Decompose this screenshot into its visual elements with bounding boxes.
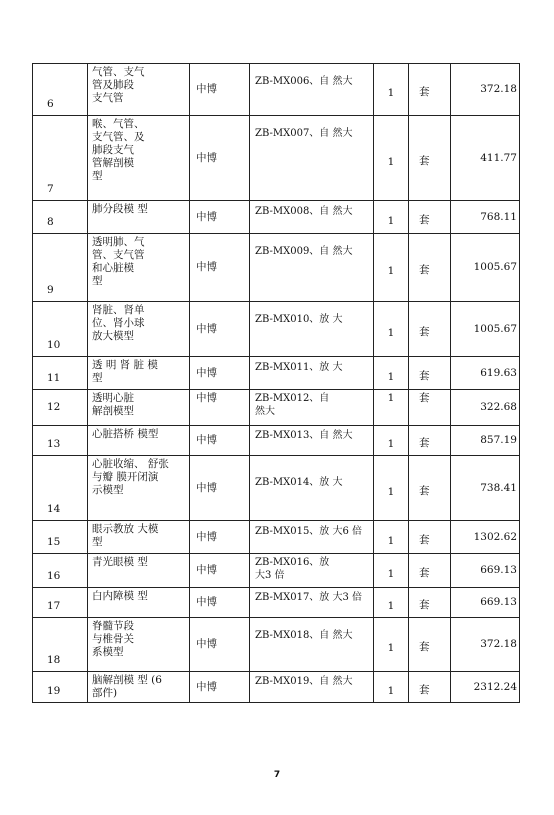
item-price: 372.18 xyxy=(451,64,520,116)
item-brand: 中博 xyxy=(190,357,250,390)
item-unit: 套 xyxy=(409,426,451,456)
row-number: 13 xyxy=(33,426,88,456)
table-row xyxy=(33,521,520,554)
row-number: 17 xyxy=(33,588,88,618)
item-model: ZB-MX009、自 然大 xyxy=(250,234,374,302)
item-name: 透明心脏 解剖模型 xyxy=(92,392,134,417)
item-price: 768.11 xyxy=(451,201,520,234)
item-unit: 套 xyxy=(409,302,451,357)
item-unit: 套 xyxy=(409,521,451,554)
item-quantity: 1 xyxy=(374,618,409,672)
table-row xyxy=(33,554,520,588)
table-row xyxy=(33,456,520,521)
row-number: 11 xyxy=(33,357,88,390)
table-row xyxy=(33,357,520,390)
item-quantity: 1 xyxy=(374,390,409,426)
item-model: ZB-MX016、放 大3 倍 xyxy=(255,557,330,581)
item-unit: 套 xyxy=(409,64,451,116)
item-name: 喉、气管、 支气管、及 肺段支气 管解剖模 型 xyxy=(92,118,145,182)
item-unit: 套 xyxy=(409,456,451,521)
item-unit: 套 xyxy=(409,554,451,588)
item-quantity: 1 xyxy=(374,201,409,234)
item-brand: 中博 xyxy=(190,64,250,116)
item-model: ZB-MX018、自 然大 xyxy=(250,618,374,672)
item-unit: 套 xyxy=(409,588,451,618)
table-body xyxy=(33,64,520,703)
item-model: ZB-MX013、自 然大 xyxy=(250,426,374,456)
item-price: 411.77 xyxy=(451,116,520,201)
table-row xyxy=(33,618,520,672)
table-row xyxy=(33,234,520,302)
row-number: 10 xyxy=(33,302,88,357)
item-quantity: 1 xyxy=(374,521,409,554)
item-unit: 套 xyxy=(409,390,451,426)
item-name: 透明肺、气 管、支气管 和心脏模 型 xyxy=(92,236,145,287)
item-unit: 套 xyxy=(409,201,451,234)
item-model: ZB-MX012、自 然大 xyxy=(255,393,330,417)
item-price: 322.68 xyxy=(451,390,520,426)
item-quantity: 1 xyxy=(374,357,409,390)
item-name: 心脏收缩、 舒张 与瓣 膜开闭演 示模型 xyxy=(92,458,169,496)
item-model: ZB-MX019、自 然大 xyxy=(250,672,374,703)
item-price: 738.41 xyxy=(451,456,520,521)
item-quantity: 1 xyxy=(374,116,409,201)
table-row xyxy=(33,672,520,703)
item-unit: 套 xyxy=(409,357,451,390)
item-quantity: 1 xyxy=(374,302,409,357)
item-model: ZB-MX008、自 然大 xyxy=(250,201,374,234)
item-model: ZB-MX017、放 大3 倍 xyxy=(250,588,374,618)
row-number: 9 xyxy=(33,234,88,302)
item-brand: 中博 xyxy=(190,302,250,357)
table-row xyxy=(33,426,520,456)
item-name: 肾脏、肾单 位、肾小球 放大模型 xyxy=(92,304,145,342)
item-price: 1005.67 xyxy=(451,234,520,302)
item-quantity: 1 xyxy=(374,554,409,588)
item-name: 心脏搭桥 模型 xyxy=(92,428,159,440)
item-brand: 中博 xyxy=(190,618,250,672)
row-number: 14 xyxy=(33,456,88,521)
item-price: 372.18 xyxy=(451,618,520,672)
equipment-table xyxy=(32,63,520,703)
item-name: 眼示教放 大模 型 xyxy=(92,523,159,548)
item-name: 脑解剖模 型 (6 部件) xyxy=(92,674,162,699)
item-unit: 套 xyxy=(409,234,451,302)
item-brand: 中博 xyxy=(190,588,250,618)
item-price: 1302.62 xyxy=(451,521,520,554)
table-row xyxy=(33,390,520,426)
table-row xyxy=(33,64,520,116)
item-price: 669.13 xyxy=(451,554,520,588)
row-number: 8 xyxy=(33,201,88,234)
table-row xyxy=(33,588,520,618)
item-model: ZB-MX006、自 然大 xyxy=(250,64,374,116)
item-brand: 中博 xyxy=(190,426,250,456)
item-quantity: 1 xyxy=(374,672,409,703)
item-unit: 套 xyxy=(409,672,451,703)
item-name: 肺分段模 型 xyxy=(92,203,148,215)
item-name: 青光眼模 型 xyxy=(92,556,148,568)
item-price: 857.19 xyxy=(451,426,520,456)
item-quantity: 1 xyxy=(374,588,409,618)
table-row xyxy=(33,302,520,357)
item-brand: 中博 xyxy=(190,521,250,554)
table-row xyxy=(33,201,520,234)
item-model: ZB-MX015、放 大6 倍 xyxy=(250,521,374,554)
item-model: ZB-MX010、放 大 xyxy=(250,302,374,357)
item-brand: 中博 xyxy=(190,234,250,302)
table-row xyxy=(33,116,520,201)
item-model: ZB-MX007、自 然大 xyxy=(250,116,374,201)
item-unit: 套 xyxy=(409,618,451,672)
item-brand: 中博 xyxy=(190,554,250,588)
item-quantity: 1 xyxy=(374,234,409,302)
item-quantity: 1 xyxy=(374,456,409,521)
row-number: 19 xyxy=(33,672,88,703)
item-brand: 中博 xyxy=(190,672,250,703)
item-brand: 中博 xyxy=(190,116,250,201)
item-brand: 中博 xyxy=(190,201,250,234)
item-price: 1005.67 xyxy=(451,302,520,357)
row-number: 12 xyxy=(33,390,88,426)
item-model: ZB-MX011、放 大 xyxy=(250,357,374,390)
row-number: 7 xyxy=(33,116,88,201)
item-model: ZB-MX014、放 大 xyxy=(250,456,374,521)
item-name: 透 明 肾 脏 模 型 xyxy=(92,359,158,384)
row-number: 18 xyxy=(33,618,88,672)
item-brand: 中博 xyxy=(190,456,250,521)
item-price: 619.63 xyxy=(451,357,520,390)
item-brand: 中博 xyxy=(190,390,250,426)
item-quantity: 1 xyxy=(374,426,409,456)
row-number: 15 xyxy=(33,521,88,554)
item-price: 2312.24 xyxy=(451,672,520,703)
item-price: 669.13 xyxy=(451,588,520,618)
item-name: 白内障模 型 xyxy=(92,590,148,602)
item-name: 脊髓节段 与椎骨关 系模型 xyxy=(92,620,134,658)
page-number: 7 xyxy=(273,770,281,780)
item-name: 气管、支气 管及肺段 支气管 xyxy=(92,66,145,104)
row-number: 6 xyxy=(33,64,88,116)
row-number: 16 xyxy=(33,554,88,588)
item-quantity: 1 xyxy=(374,64,409,116)
item-unit: 套 xyxy=(409,116,451,201)
